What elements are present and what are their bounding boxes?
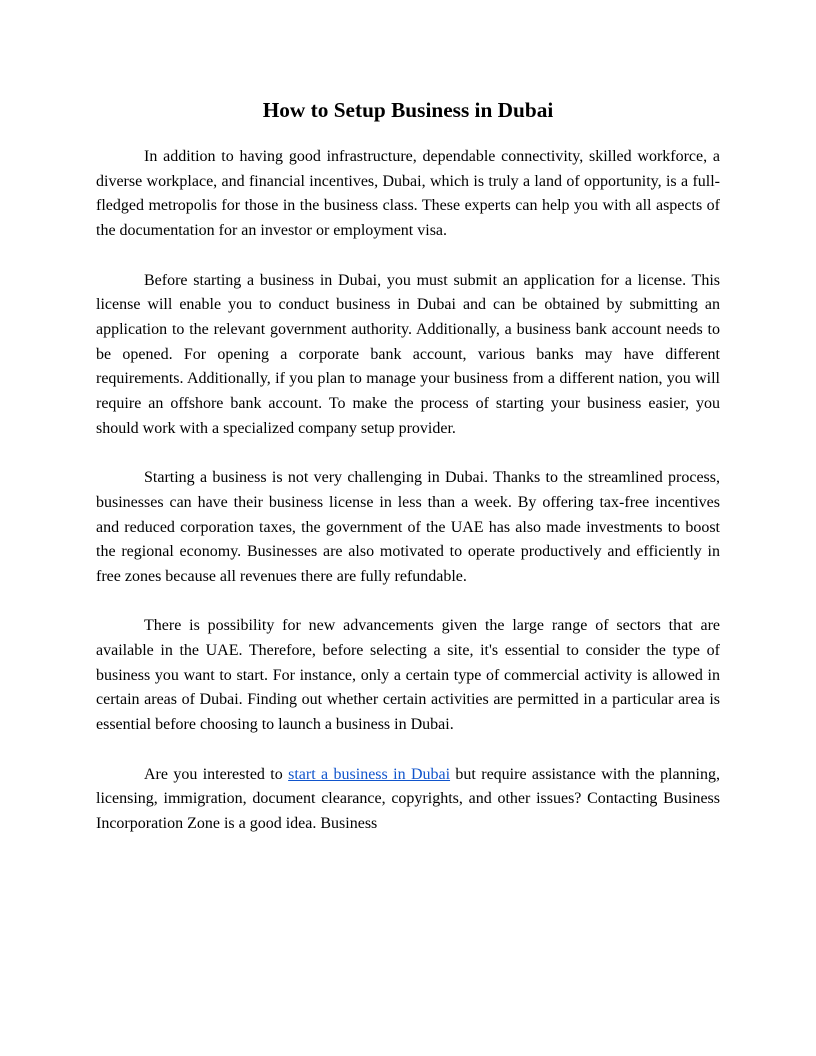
start-business-link[interactable]: start a business in Dubai — [288, 765, 451, 783]
paragraph-gap — [96, 590, 720, 615]
paragraph-gap — [96, 244, 720, 269]
paragraph-streamlined: Starting a business is not very challenging in Dubai. Thanks to the streamlined process, businesses can have their business license in less than a week. By offering tax-free incentives and reduced corporation taxes, the government of the UAE has also made investments to boost the regional economy. Businesses are also motivated to operate productively and efficiently in free zones because all revenues there are fully refundable. — [96, 469, 720, 585]
paragraph-gap — [96, 441, 720, 466]
paragraph-license: Before starting a business in Dubai, you must submit an application for a license. This license will enable you to conduct business in Dubai and can be obtained by submitting an application to the relevant government authority. Additionally, a business bank account needs to be opened. For opening a corporate bank account, various banks may have different requirements. Additionally, if you plan to manage your business from a different nation, you will require an offshore bank account. To make the process of starting your business easier, you should work with a specialized company setup provider. — [96, 271, 720, 437]
paragraph-intro: In addition to having good infrastructure, dependable connectivity, skilled workforce, a diverse workplace, and financial incentives, Dubai, which is truly a land of opportunity, is a full-fledged metropolis for those in the business class. These experts can help you with all aspects of the documentation for an investor or employment visa. — [96, 148, 720, 240]
paragraph-sectors: There is possibility for new advancements given the large range of sectors that are available in the UAE. Therefore, before selecting a site, it's essential to consider the type of business you want to start. For instance, only a certain type of commercial activity is allowed in certain areas of Dubai. Finding out whether certain activities are permitted in a particular area is essential before choosing to launch a business in Dubai. — [96, 617, 720, 734]
paragraph-gap — [96, 738, 720, 763]
document-page — [96, 94, 720, 837]
title-spacer — [96, 126, 720, 145]
paragraph-contact — [96, 763, 720, 837]
contact-text-before-link: Are you interested to — [144, 765, 289, 783]
document-title: How to Setup Business in Dubai — [262, 98, 554, 122]
contact-text-after-link: but require assistance with the planning, licensing, immigration, document clearance, copyrights, and other issues? Contacting Business Incorporation Zone is a good idea. Business — [96, 765, 721, 832]
